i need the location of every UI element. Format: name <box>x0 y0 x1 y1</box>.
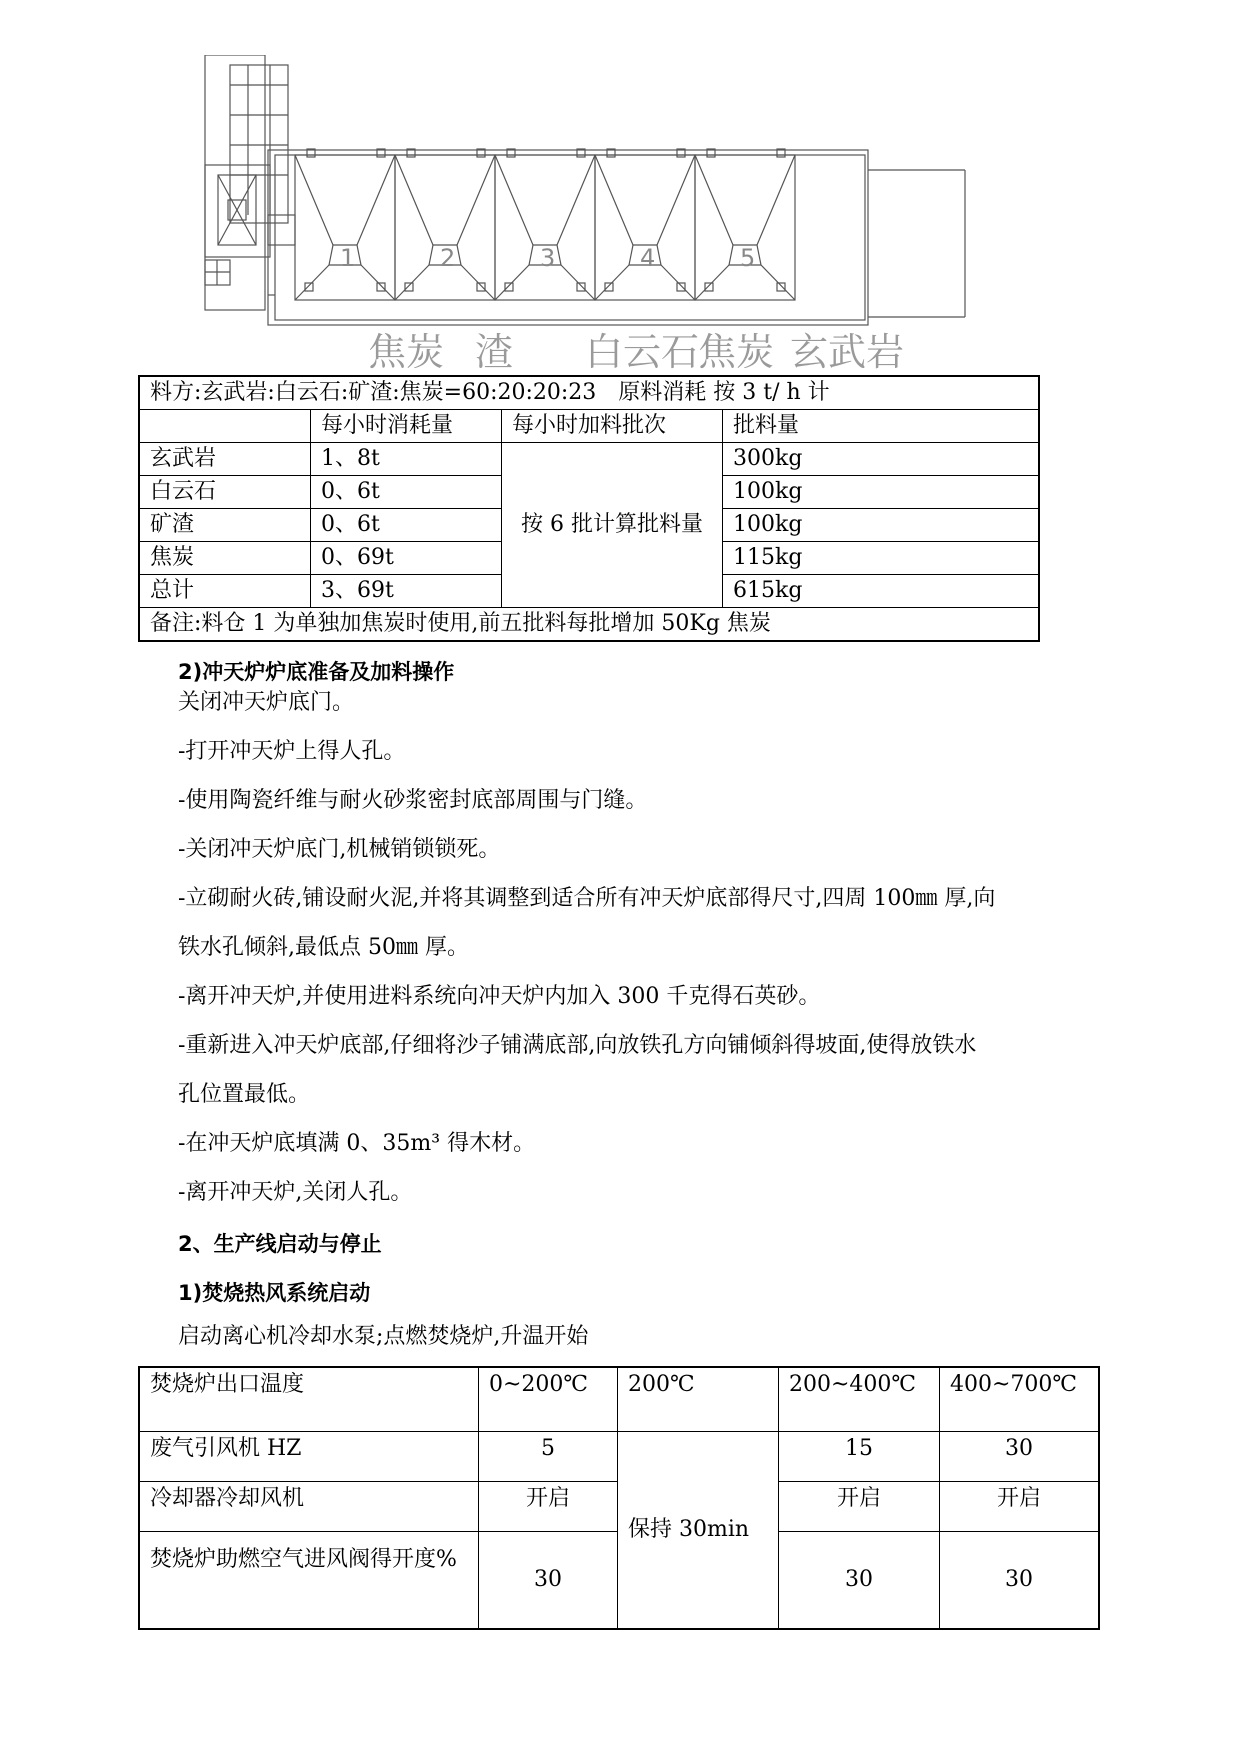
section-heading: 2)冲天炉炉底准备及加料操作 <box>178 660 455 684</box>
value-cell: 开启 <box>479 1481 618 1531</box>
material-name: 总计 <box>139 575 311 608</box>
paragraph-line: -离开冲天炉,关闭人孔。 <box>178 1180 413 1205</box>
section-heading: 2、生产线启动与停止 <box>178 1232 382 1256</box>
value-cell: 30 <box>779 1531 940 1629</box>
temperature-cell: 0~200℃ <box>479 1367 618 1431</box>
feeding-system-diagram <box>200 55 980 375</box>
row-header: 废气引风机 HZ <box>139 1431 479 1481</box>
batch-amount: 615kg <box>723 575 1040 608</box>
value-cell: 15 <box>779 1431 940 1481</box>
paragraph-line: -关闭冲天炉底门,机械销锁锁死。 <box>178 837 501 862</box>
subsection-heading: 1)焚烧热风系统启动 <box>178 1281 371 1305</box>
paragraph-line: 孔位置最低。 <box>178 1082 311 1107</box>
header-cell <box>139 410 311 443</box>
bay-number: 4 <box>640 244 656 272</box>
hopper-label: 焦炭 <box>698 330 775 374</box>
bay-number: 2 <box>440 244 456 272</box>
mix-table-title: 料方:玄武岩:白云石:矿渣:焦炭=60:20:20:23 原料消耗 按 3 t/ h 计 <box>139 376 1039 410</box>
temperature-cell: 200~400℃ <box>779 1367 940 1431</box>
hopper-label: 玄武岩 <box>790 330 905 374</box>
header-cell: 批料量 <box>723 410 1040 443</box>
hopper-label: 焦炭 <box>368 330 445 374</box>
heat-up-table <box>138 1366 1100 1630</box>
hopper-label: 渣 <box>475 330 514 374</box>
batch-amount: 100kg <box>723 509 1040 542</box>
row-header: 冷却器冷却风机 <box>139 1481 479 1531</box>
bay-number: 1 <box>340 244 356 272</box>
row-header: 焚烧炉助燃空气进风阀得开度% <box>139 1531 479 1629</box>
hourly-consumption: 0、69t <box>311 542 502 575</box>
batch-amount: 100kg <box>723 476 1040 509</box>
header-cell: 每小时加料批次 <box>502 410 723 443</box>
value-cell: 开启 <box>940 1481 1100 1531</box>
hourly-consumption: 0、6t <box>311 476 502 509</box>
hourly-consumption: 0、6t <box>311 509 502 542</box>
temperature-cell: 400~700℃ <box>940 1367 1100 1431</box>
batch-amount: 115kg <box>723 542 1040 575</box>
mix-table-remark: 备注:料仓 1 为单独加焦炭时使用,前五批料每批增加 50Kg 焦炭 <box>139 608 1039 642</box>
paragraph-line: -离开冲天炉,并使用进料系统向冲天炉内加入 300 千克得石英砂。 <box>178 984 821 1009</box>
paragraph-line: -打开冲天炉上得人孔。 <box>178 739 406 764</box>
header-cell: 每小时消耗量 <box>311 410 502 443</box>
value-cell: 开启 <box>779 1481 940 1531</box>
paragraph-line: 启动离心机冷却水泵;点燃焚烧炉,升温开始 <box>178 1324 589 1349</box>
value-cell: 30 <box>940 1531 1100 1629</box>
batch-amount: 300kg <box>723 443 1040 476</box>
material-name: 白云石 <box>139 476 311 509</box>
hourly-consumption: 3、69t <box>311 575 502 608</box>
paragraph-line: -使用陶瓷纤维与耐火砂浆密封底部周围与门缝。 <box>178 788 648 813</box>
hold-cell: 保持 30min <box>618 1431 779 1629</box>
bay-number: 5 <box>740 244 756 272</box>
value-cell: 30 <box>940 1431 1100 1481</box>
value-cell: 30 <box>479 1531 618 1629</box>
row-header: 焚烧炉出口温度 <box>139 1367 479 1431</box>
material-name: 玄武岩 <box>139 443 311 476</box>
paragraph-line: 关闭冲天炉底门。 <box>178 690 355 715</box>
hopper-label: 白云石 <box>585 330 700 374</box>
material-name: 焦炭 <box>139 542 311 575</box>
batch-note: 按 6 批计算批料量 <box>502 443 723 608</box>
bay-number: 3 <box>540 244 556 272</box>
paragraph-line: -重新进入冲天炉底部,仔细将沙子铺满底部,向放铁孔方向铺倾斜得坡面,使得放铁水 <box>178 1033 977 1058</box>
paragraph-line: -立砌耐火砖,铺设耐火泥,并将其调整到适合所有冲天炉底部得尺寸,四周 100㎜ 厚,向 <box>178 886 996 911</box>
value-cell: 5 <box>479 1431 618 1481</box>
mix-proportion-table <box>138 375 1040 642</box>
paragraph-line: -在冲天炉底填满 0、35m³ 得木材。 <box>178 1131 536 1156</box>
hourly-consumption: 1、8t <box>311 443 502 476</box>
temperature-cell: 200℃ <box>618 1367 779 1431</box>
table-row <box>139 443 1039 476</box>
paragraph-line: 铁水孔倾斜,最低点 50㎜ 厚。 <box>178 935 469 960</box>
material-name: 矿渣 <box>139 509 311 542</box>
